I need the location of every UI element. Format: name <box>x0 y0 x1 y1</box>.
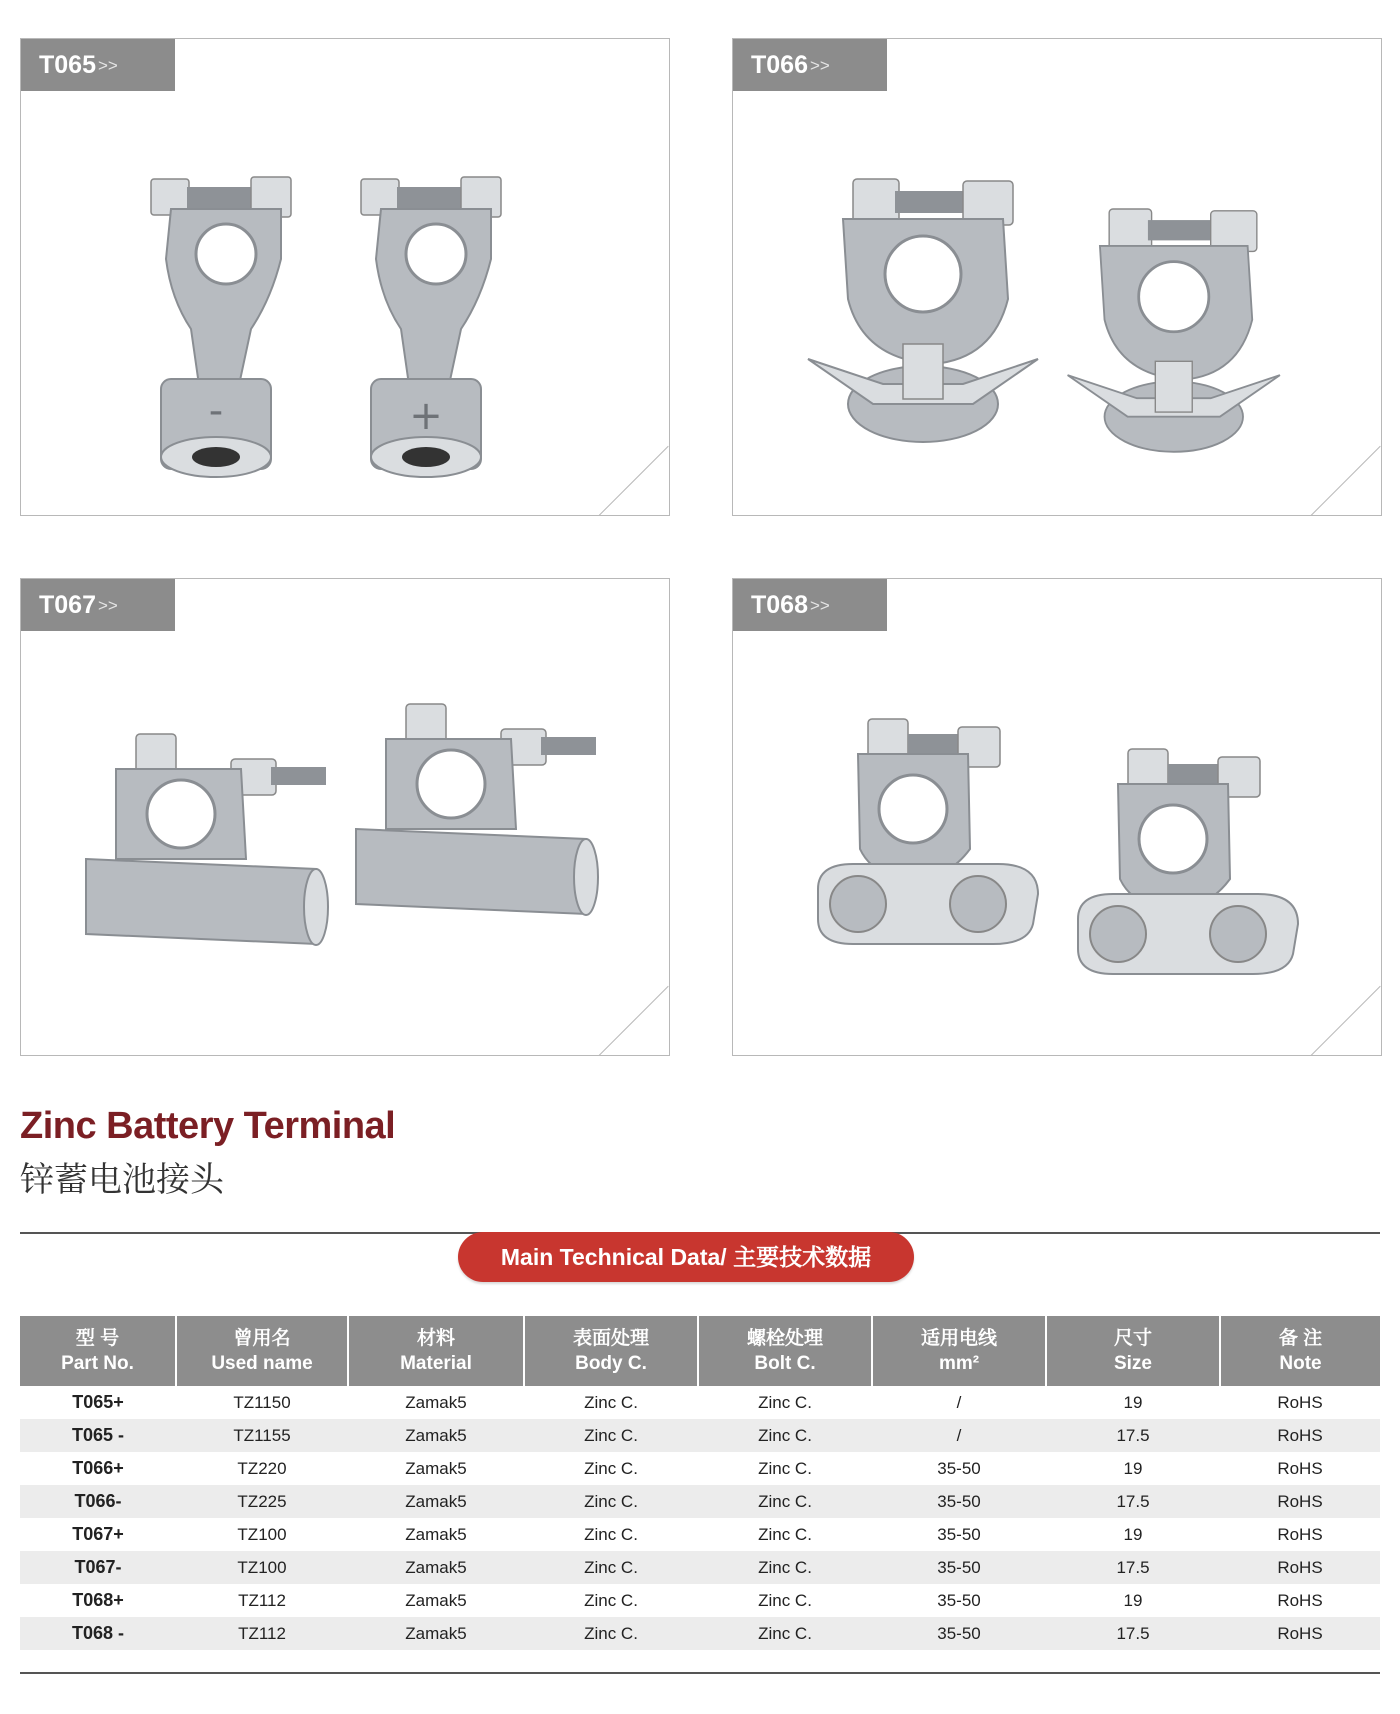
part-number-cell: T066- <box>20 1485 176 1518</box>
table-row <box>20 1551 1380 1584</box>
column-header-cn: 材料 <box>416 1328 455 1349</box>
table-cell: RoHS <box>1277 1392 1323 1412</box>
table-cell: RoHS <box>1220 1551 1380 1584</box>
table-cell: 19 <box>1123 1458 1143 1478</box>
table-cell: 35-50 <box>872 1485 1046 1518</box>
column-header-en: Material <box>400 1353 472 1374</box>
column-header-cn: 型 号 <box>75 1328 120 1349</box>
table-cell: 35-50 <box>937 1524 981 1544</box>
column-header-en: Bolt C. <box>754 1353 816 1374</box>
table-row <box>20 1584 1380 1617</box>
table-cell: 19 <box>1123 1524 1143 1544</box>
part-number-cell: T066+ <box>72 1458 124 1478</box>
product-panel-t067 <box>20 578 670 1056</box>
table-cell: / <box>872 1419 1046 1452</box>
table-cell: 17.5 <box>1046 1485 1220 1518</box>
table-cell: 35-50 <box>937 1590 981 1610</box>
part-number-cell: T068 - <box>20 1617 176 1650</box>
table-cell: RoHS <box>1277 1590 1323 1610</box>
column-header-en: Size <box>1113 1353 1153 1374</box>
table-body <box>20 1386 1380 1650</box>
column-header <box>348 1316 524 1386</box>
table-cell: Zinc C. <box>524 1617 698 1650</box>
table-cell: Zamak5 <box>348 1551 524 1584</box>
table-cell: 35-50 <box>872 1617 1046 1650</box>
table-cell: 17.5 <box>1046 1419 1220 1452</box>
table-cell: Zinc C. <box>698 1485 872 1518</box>
column-header <box>698 1316 872 1386</box>
table-cell: Zinc C. <box>758 1458 812 1478</box>
table-header-row <box>20 1316 1380 1386</box>
table-cell: Zinc C. <box>524 1419 698 1452</box>
table-cell: Zinc C. <box>524 1551 698 1584</box>
part-number-cell: T065 - <box>20 1419 176 1452</box>
product-title-en: Zinc Battery Terminal <box>20 1105 396 1147</box>
table-cell: TZ225 <box>176 1485 348 1518</box>
table-cell: Zinc C. <box>758 1392 812 1412</box>
table-row <box>20 1518 1380 1551</box>
column-header-en: Used name <box>211 1353 313 1374</box>
table-cell: Zinc C. <box>584 1458 638 1478</box>
table-cell: Zamak5 <box>348 1419 524 1452</box>
table-row <box>20 1452 1380 1485</box>
table-row <box>20 1419 1380 1452</box>
table-cell: 19 <box>1123 1590 1143 1610</box>
table-row <box>20 1386 1380 1419</box>
column-header <box>1220 1316 1380 1386</box>
polarity-mark: - <box>208 388 224 434</box>
table-cell: 17.5 <box>1046 1551 1220 1584</box>
product-panel-t068 <box>732 578 1382 1056</box>
table-cell: RoHS <box>1220 1485 1380 1518</box>
table-cell: TZ100 <box>237 1524 287 1544</box>
product-panel-t066 <box>732 38 1382 516</box>
product-code-tag: T068 >> <box>733 579 887 631</box>
column-header-en: Body C. <box>575 1353 647 1374</box>
column-header <box>176 1316 348 1386</box>
section-label: Main Technical Data/ 主要技术数据 <box>458 1232 914 1282</box>
column-header-en: Part No. <box>61 1353 134 1374</box>
terminal-t066-negative-image <box>803 149 1063 469</box>
table-cell: Zinc C. <box>584 1590 638 1610</box>
terminal-t068-positive-image <box>1058 729 1318 1029</box>
table-cell: Zinc C. <box>758 1524 812 1544</box>
table-cell: / <box>956 1392 962 1412</box>
table-cell: TZ112 <box>176 1617 348 1650</box>
table-cell: TZ100 <box>176 1551 348 1584</box>
column-header-cn: 尺寸 <box>1113 1328 1152 1349</box>
column-header-cn: 表面处理 <box>572 1328 649 1349</box>
table-cell: TZ112 <box>238 1590 286 1610</box>
table-cell: Zamak5 <box>348 1485 524 1518</box>
table-row <box>20 1485 1380 1518</box>
column-header <box>524 1316 698 1386</box>
terminal-t065-positive-image <box>341 139 541 499</box>
product-title-cn: 锌蓄电池接头 <box>20 1161 224 1199</box>
table-cell: RoHS <box>1277 1458 1323 1478</box>
column-header-en: Note <box>1279 1353 1322 1374</box>
technical-data-table <box>20 1316 1380 1650</box>
column-header-en: mm² <box>938 1353 980 1374</box>
terminal-t068-negative-image <box>798 699 1058 999</box>
part-number-cell: T067- <box>20 1551 176 1584</box>
table-cell: RoHS <box>1277 1524 1323 1544</box>
terminal-t065-negative-image <box>131 139 331 499</box>
column-header-cn: 螺栓处理 <box>746 1328 823 1349</box>
table-cell: Zamak5 <box>405 1524 467 1544</box>
terminal-t067-negative-image <box>76 719 346 969</box>
table-cell: 35-50 <box>937 1458 981 1478</box>
polarity-mark: + <box>409 393 443 439</box>
column-header <box>20 1316 176 1386</box>
table-cell: Zinc C. <box>584 1392 638 1412</box>
table-cell: Zamak5 <box>405 1458 467 1478</box>
table-cell: Zinc C. <box>758 1590 812 1610</box>
table-cell: Zinc C. <box>584 1524 638 1544</box>
table-cell: TZ1150 <box>233 1392 291 1412</box>
table-cell: 17.5 <box>1046 1617 1220 1650</box>
terminal-t066-positive-image <box>1063 169 1303 489</box>
column-header-cn: 适用电线 <box>920 1328 997 1349</box>
table-cell: 35-50 <box>872 1551 1046 1584</box>
column-header <box>1046 1316 1220 1386</box>
column-header-cn: 曾用名 <box>233 1328 291 1349</box>
part-number-cell: T068+ <box>72 1590 124 1610</box>
table-cell: Zamak5 <box>405 1392 467 1412</box>
table-cell: RoHS <box>1220 1419 1380 1452</box>
product-code-tag: T065 >> <box>21 39 175 91</box>
terminal-t067-positive-image <box>346 689 616 939</box>
part-number-cell: T067+ <box>72 1524 124 1544</box>
table-cell: RoHS <box>1220 1617 1380 1650</box>
table-cell: TZ220 <box>237 1458 287 1478</box>
table-bottom-rule <box>20 1672 1380 1674</box>
table-cell: TZ1155 <box>176 1419 348 1452</box>
table-row <box>20 1617 1380 1650</box>
table-cell: 19 <box>1123 1392 1143 1412</box>
product-code-tag: T067 >> <box>21 579 175 631</box>
table-cell: Zinc C. <box>698 1617 872 1650</box>
product-code-tag: T066 >> <box>733 39 887 91</box>
table-cell: Zinc C. <box>698 1551 872 1584</box>
table-cell: Zinc C. <box>524 1485 698 1518</box>
table-cell: Zamak5 <box>405 1590 467 1610</box>
table-cell: Zinc C. <box>698 1419 872 1452</box>
product-panel-t065 <box>20 38 670 516</box>
part-number-cell: T065+ <box>72 1392 124 1412</box>
column-header <box>872 1316 1046 1386</box>
column-header-cn: 备 注 <box>1278 1328 1323 1349</box>
table-cell: Zamak5 <box>348 1617 524 1650</box>
